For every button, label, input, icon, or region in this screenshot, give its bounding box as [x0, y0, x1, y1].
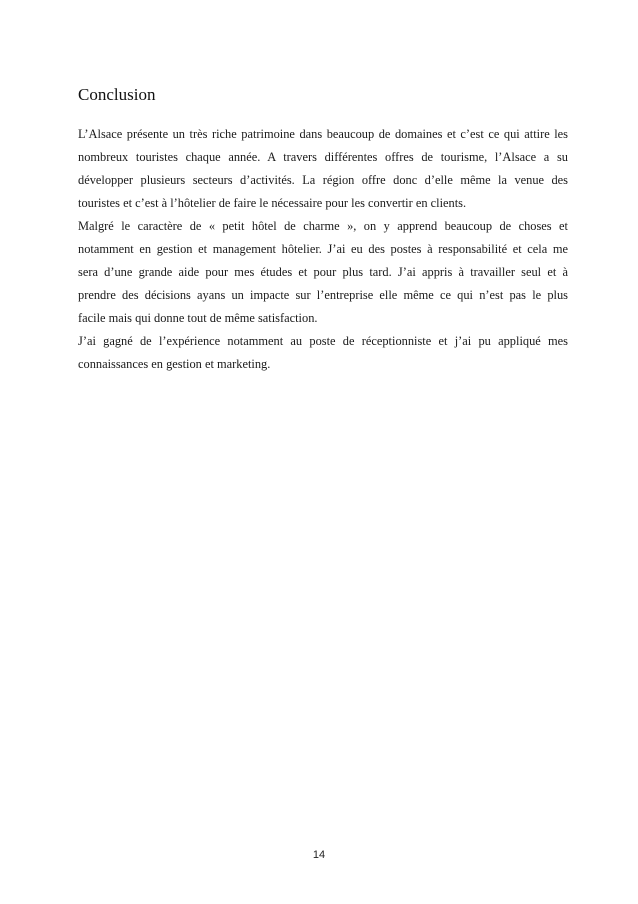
text-line: Malgré le caractère de « petit hôtel de charme », on y apprend beaucoup de choses et — [78, 219, 568, 233]
text-line: développer plusieurs secteurs d’activités. La région offre donc d’elle même la venue des — [78, 173, 568, 187]
text-line: J’ai gagné de l’expérience notamment au poste de réceptionniste et j’ai pu appliqué mes — [78, 334, 568, 348]
text-line: nombreux touristes chaque année. A travers différentes offres de tourisme, l’Alsace a su — [78, 150, 568, 164]
section-heading: Conclusion — [78, 85, 156, 104]
text-line: sera d’une grande aide pour mes études et pour plus tard. J’ai appris à travailler seul et à — [78, 265, 568, 279]
text-line: facile mais qui donne tout de même satisfaction. — [78, 311, 318, 325]
page-number: 14 — [312, 849, 326, 861]
text-line: touristes et c’est à l’hôtelier de faire le nécessaire pour les convertir en clients. — [78, 196, 467, 210]
text-line: L’Alsace présente un très riche patrimoine dans beaucoup de domaines et c’est ce qui attire les — [78, 127, 568, 141]
text-line: notamment en gestion et management hôtelier. J’ai eu des postes à responsabilité et cela me — [78, 242, 568, 256]
text-line: prendre des décisions ayans un impacte sur l’entreprise elle même ce qui n’est pas le plus — [78, 288, 568, 302]
conclusion-body — [78, 123, 568, 376]
text-line: connaissances en gestion et marketing. — [78, 357, 271, 371]
